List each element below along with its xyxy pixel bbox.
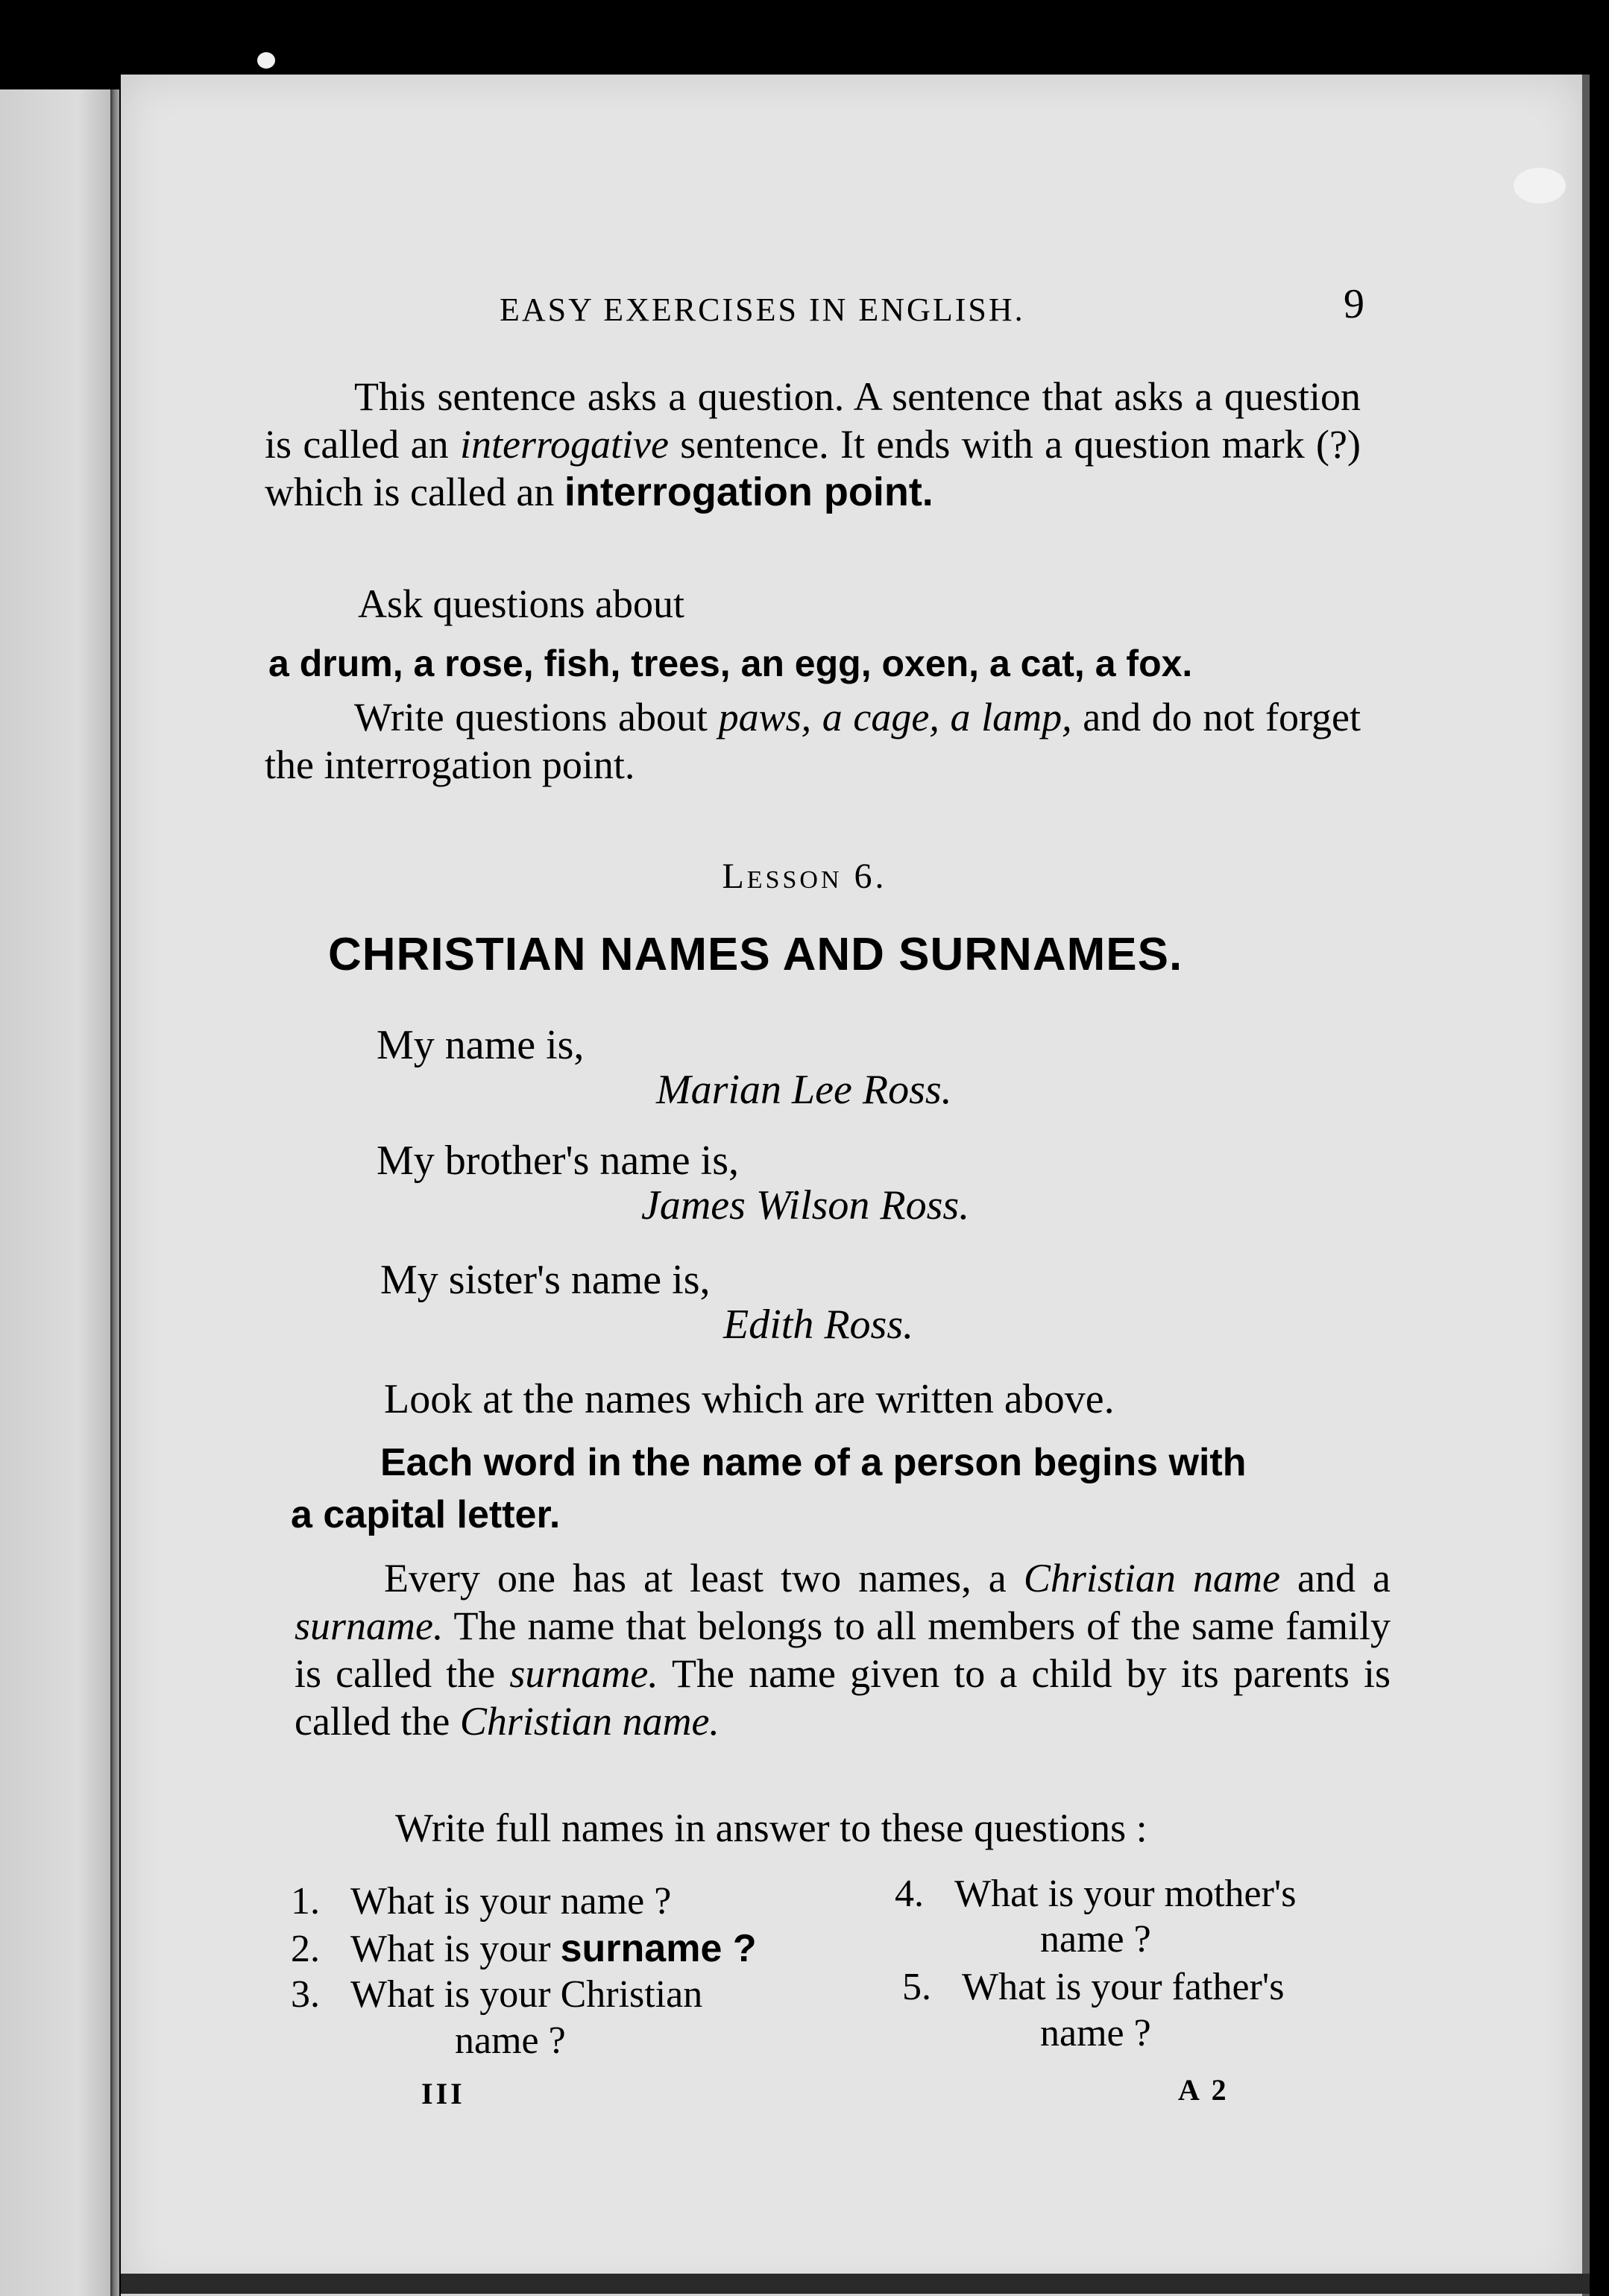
paper-damage-mark	[1514, 168, 1566, 204]
lesson-number: Lesson 6.	[722, 857, 887, 896]
question-item: 1. What is your name ?	[291, 1880, 672, 1923]
name-value: James Wilson Ross.	[641, 1182, 970, 1229]
question-item: 4. What is your mother's	[895, 1873, 1297, 1915]
name-value: Edith Ross.	[723, 1302, 914, 1348]
running-title: EASY EXERCISES IN ENGLISH.	[500, 291, 1025, 328]
signature-mark-right: A 2	[1178, 2073, 1229, 2107]
running-head	[231, 276, 1364, 343]
facing-page-edge	[0, 89, 112, 2296]
rule-line: Each word in the name of a person begins with	[380, 1441, 1247, 1484]
rule-line: a capital letter.	[291, 1493, 561, 1536]
ask-items: a drum, a rose, fish, trees, an egg, oxen, a cat, a fox.	[268, 643, 1193, 684]
question-continuation: name ?	[1040, 2012, 1151, 2054]
name-intro: My brother's name is,	[377, 1138, 740, 1184]
ask-line: Ask questions about	[358, 581, 684, 626]
paper-damage-mark	[257, 52, 275, 69]
question-item: 5. What is your father's	[902, 1966, 1285, 2008]
question-continuation: name ?	[455, 2019, 566, 2062]
page-bottom-shadow	[121, 2274, 1590, 2294]
look-line: Look at the names which are written above.	[384, 1376, 1115, 1422]
name-value: Marian Lee Ross.	[656, 1067, 952, 1113]
question-item: 3. What is your Christian	[291, 1973, 703, 2016]
book-spine	[110, 89, 119, 2296]
instruction-line: Write full names in answer to these questions :	[395, 1805, 1147, 1850]
intro-paragraph: This sentence asks a question. A sentence that asks a question is called an interrogative sentence. It ends with a question mark (?) which is called an interrogation point.	[265, 374, 1361, 514]
write-paragraph: Write questions about paws, a cage, a lamp, and do not forget the interrogation point.	[265, 695, 1361, 787]
question-continuation: name ?	[1040, 1918, 1151, 1961]
question-item: 2. What is your surname ?	[291, 1927, 757, 1970]
names-paragraph: Every one has at least two names, a Christian name and a surname. The name that belongs to all members of the same family is called the surname. The name given to a child by its parents is called the Christian name.	[295, 1556, 1391, 1744]
name-intro: My sister's name is,	[380, 1257, 711, 1303]
signature-mark-left: III	[421, 2077, 465, 2110]
name-intro: My name is,	[377, 1022, 585, 1068]
page-number: 9	[1344, 281, 1364, 327]
section-title: CHRISTIAN NAMES AND SURNAMES.	[328, 929, 1183, 980]
